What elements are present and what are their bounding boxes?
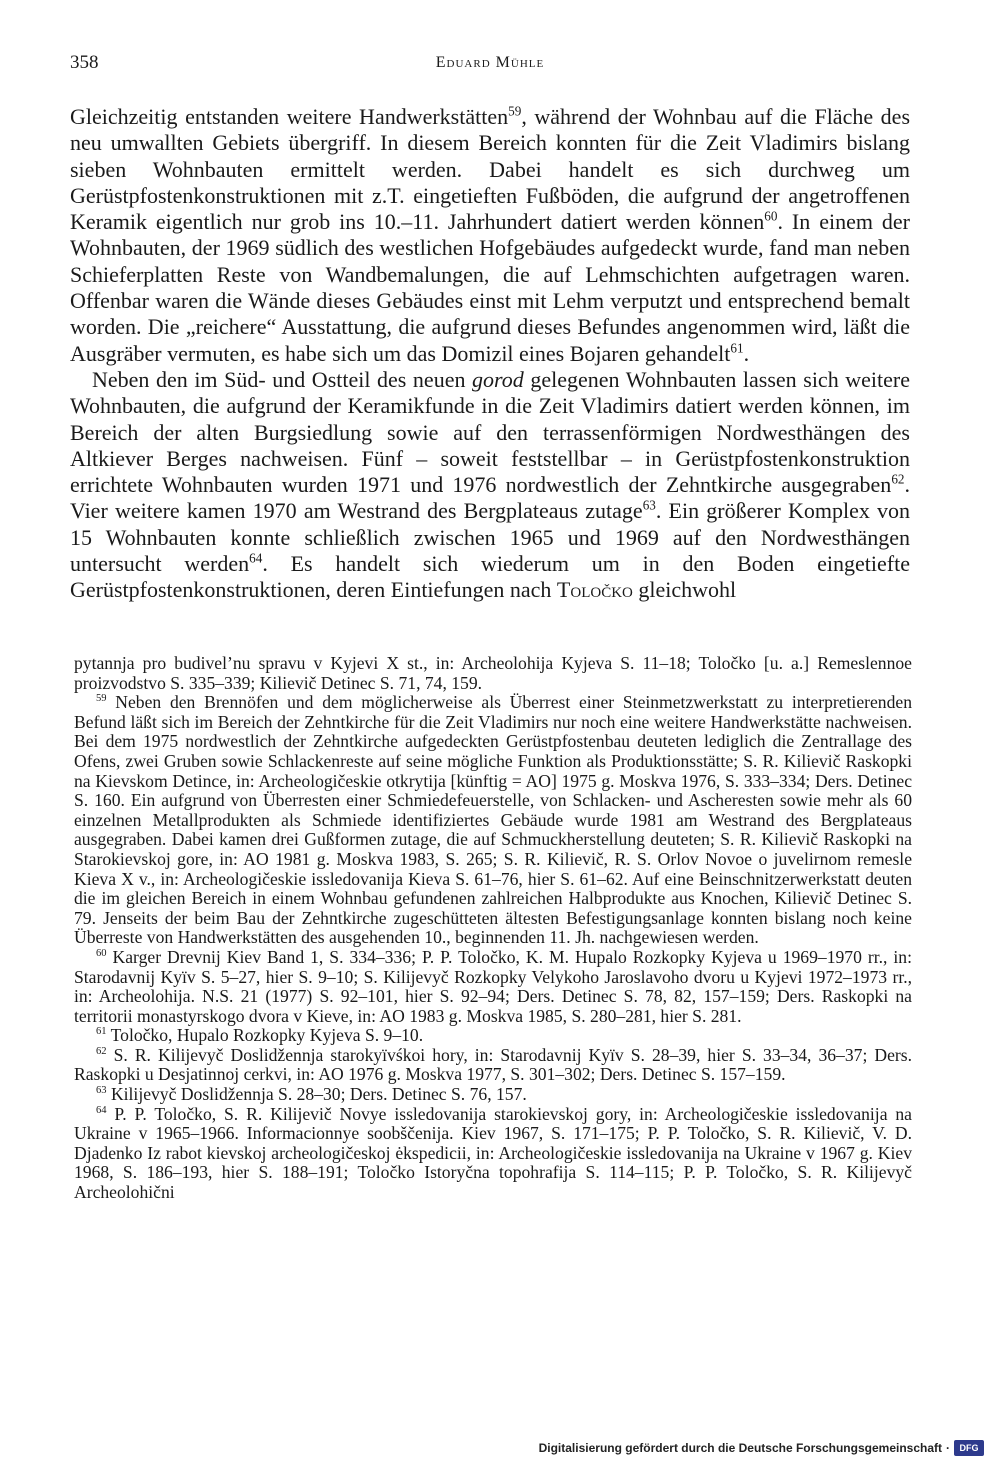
footnote-59 (74, 693, 912, 948)
paragraph-1 (70, 104, 910, 367)
running-head: Eduard Mühle (435, 54, 545, 71)
text-run: gelegenen Wohnbauten lassen sich weitere Wohnbauten, die aufgrund der Keramikfunde in die Zeit Vladimirs datiert werden können, im Bereich der alten Burgsiedlung sowie auf den terrassenförmigen Nordwesthängen des Altkiever Berges nachweisen. Fünf – soweit feststellbar – in Gerüstpfostenkonstruktion errichtete Wohnbauten wurden 1971 und 1976 nordwestlich der Zehntkirche ausgegraben (70, 366, 910, 498)
footnote-text: P. P. Toločko, S. R. Kilijevič Novye issledovanija starokievskoj gory, in: Archeologičeskie issledovanija na Ukraine v 1965–1966. Informacionnye soobščenija. Kiev 1967, S. 171–175; P. P. Toločko, S. R. Kilievič, V. D. Djadenko Iz rabot kievskoj archeologičeskoj ėkspedicii, in: Archeologičeskie issledovanija na Ukraine v 1967 g. Kiev 1968, S. 186–193, hier S. 188–191; Toločko Istoryčna topohrafija S. 114–115; P. P. Toločko, S. R. Kilijevyč Archeolohični (74, 1103, 912, 1203)
text-run: Neben den im Süd- und Ostteil des neuen (92, 366, 473, 392)
footnote-63 (74, 1085, 912, 1105)
text-run: , während der Wohnbau auf die Fläche des neu umwallten Gebiets übergriff. In diesem Bereich konnten für die Zeit Vladimirs bislang sieben Wohnbauten ermittelt werden. Dabei handelt es sich durchweg um Gerüstpfostenkonstruktionen mit z.T. eingetieften Fußböden, die aufgrund der angetroffenen Keramik eigentlich nur grob ins 10.–11. Jahrhundert datiert werden können (70, 104, 910, 235)
footnote-ref-61[interactable]: 61 (730, 340, 744, 356)
footnote-continuation: pytannja pro budivel’nu spravu v Kyjevi X st., in: Archeolohija Kyjeva S. 11–18; Toločko [u. a.] Remeslennoe proizvodstvo S. 335–339; Kilievič Detinec S. 71, 74, 159. (74, 653, 912, 693)
paragraph-2 (70, 367, 910, 604)
footer-separator: · (946, 1441, 950, 1455)
footnote-text: Toločko, Hupalo Rozkopky Kyjeva S. 9–10. (106, 1025, 424, 1046)
footnote-text: S. R. Kilijevyč Doslidžennja starokyïvśkoi hory, in: Starodavnij Kyïv S. 28–39, hier S. 33–34, 36–37; Ders. Raskopki u Desjatinnoj cerkvi, in: AO 1976 g. Moskva 1977, S. 301–302; Ders. Detinec S. 157–159. (74, 1044, 912, 1085)
italic-term: gorod (472, 366, 524, 392)
dfg-logo-icon: DFG (954, 1440, 984, 1456)
text-run: . In einem der Wohnbauten, der 1969 südlich des westlichen Hofgebäudes aufgedeckt wurde, fand man neben Schieferplatten Reste von Wandbemalungen, die auf Lehmschichten aufgetragen waren. Offenbar waren die Wände dieses Gebäudes einst mit Lehm verputzt und entsprechend bemalt worden. Die „reichere“ Ausstattung, die aufgrund dieses Befundes angenommen wird, läßt die Ausgräber vermuten, es habe sich um das Domizil eines Bojaren gehandelt (70, 209, 910, 366)
footnote-64 (74, 1105, 912, 1203)
footnote-number: 64 (96, 1104, 107, 1116)
footnote-number: 63 (96, 1085, 107, 1097)
footnote-number: 61 (96, 1026, 107, 1038)
footnote-text: Neben den Brennöfen und dem möglicherweise als Überrest einer Steinmetzwerkstatt zu interpretierenden Befund läßt sich im Bereich der Zehntkirche für die Zeit Vladimirs nur noch eine weitere Handwerkstätte nachweisen. Bei dem 1975 nordwestlich der Zehntkirche aufgedeckten Gerüstpfostenbau deuteten lediglich die Zentrallage des Ofens, zwei Gruben sowie Schlackenreste auf seine mögliche Funktion als Produktionsstätte; S. R. Kilievič Raskopki na Kievskom Detince, in: Archeologičeskie otkrytija [künftig = AO] 1975 g. Moskva 1976, S. 333–334; Ders. Detinec S. 160. Ein aufgrund von Überresten einer Schmiedefeuerstelle, von Schlacken- und Ascheresten sowie mehr als 60 einzelnen Metallprodukten als Schmiede identifiziertes Gebäude wurde 1981 am Westrand des Bergplateaus ausgegraben. Dabei kamen drei Gußformen zutage, die auf Schmuckherstellung deuteten; S. R. Kilievič Raskopki na Starokievskoj gore, in: AO 1981 g. Moskva 1983, S. 265; S. R. Kilievič, R. S. Orlov Novoe o juvelirnom remesle Kieva X v., in: Archeologičeskie issledovanija Kieva S. 61–76, hier S. 61–62. Auf eine Beinschnitzerwerkstatt deuten die im gleichen Bereich in einem Wohnbau gefundenen zahlreichen Halbprodukte aus Knochen, Kilievič Detinec S. 79. Jenseits der beim Bau der Zehntkirche zugeschütteten ältesten Befestigungsanlage konnten bislang noch keine Überreste von Handwerkstätten des ausgehenden 10., beginnenden 11. Jh. nachgewiesen werden. (74, 692, 912, 948)
footnote-text: Karger Drevnij Kiev Band 1, S. 334–336; P. P. Toločko, K. M. Hupalo Rozkopky Kyjeva u 1969–1970 rr., in: Starodavnij Kyïv S. 5–27, hier S. 9–10; S. Kilijevyč Rozkopky Velykoho Jaroslavoho dvoru u Kyjevi 1972–1973 rr., in: Archeolohija. N.S. 21 (1977) S. 92–101, hier S. 92–94; Ders. Detinec S. 78, 82, 157–159; Ders. Raskopki na territorii monastyrskogo dvora v Kieve, in: AO 1983 g. Moskva 1985, S. 280–281, hier S. 281. (74, 946, 912, 1026)
digitization-footer (539, 1437, 984, 1459)
footnote-ref-59[interactable]: 59 (508, 103, 522, 119)
footnote-62 (74, 1046, 912, 1085)
footnote-60 (74, 948, 912, 1026)
footer-text: Digitalisierung gefördert durch die Deutsche Forschungsgemeinschaft (538, 1441, 942, 1455)
footnote-ref-64[interactable]: 64 (249, 550, 263, 566)
footnote-number: 59 (96, 693, 107, 705)
footnote-text: Kilijevyč Doslidžennja S. 28–30; Ders. Detinec S. 76, 157. (106, 1084, 527, 1105)
footnote-ref-62[interactable]: 62 (891, 471, 905, 487)
text-run: Gleichzeitig entstanden weitere Handwerkstätten (70, 104, 509, 129)
footnote-ref-63[interactable]: 63 (642, 498, 656, 514)
text-run: gleichwohl (632, 577, 737, 603)
footnote-number: 62 (96, 1046, 107, 1058)
footnotes (74, 654, 912, 1203)
text-run: . Vier weitere kamen 1970 am Westrand des Bergplateaus zutage (70, 472, 910, 524)
text-run: . (743, 340, 750, 366)
main-text (70, 104, 910, 604)
text-run: . Ein größerer Komplex von 15 Wohnbauten konnte schließlich zwischen 1965 und 1969 auf den Nordwesthängen untersucht werden (70, 498, 911, 577)
footnote-ref-60[interactable]: 60 (764, 208, 778, 224)
author-name: Toločko (556, 577, 633, 603)
page-number: 358 (70, 52, 99, 73)
text-run: . Es handelt sich wiederum um in den Boden eingetiefte Gerüstpfostenkonstruktionen, deren Eintiefungen nach (70, 551, 910, 603)
page-header (70, 52, 910, 80)
footnote-number: 60 (96, 948, 107, 960)
footnote-61 (74, 1026, 912, 1046)
